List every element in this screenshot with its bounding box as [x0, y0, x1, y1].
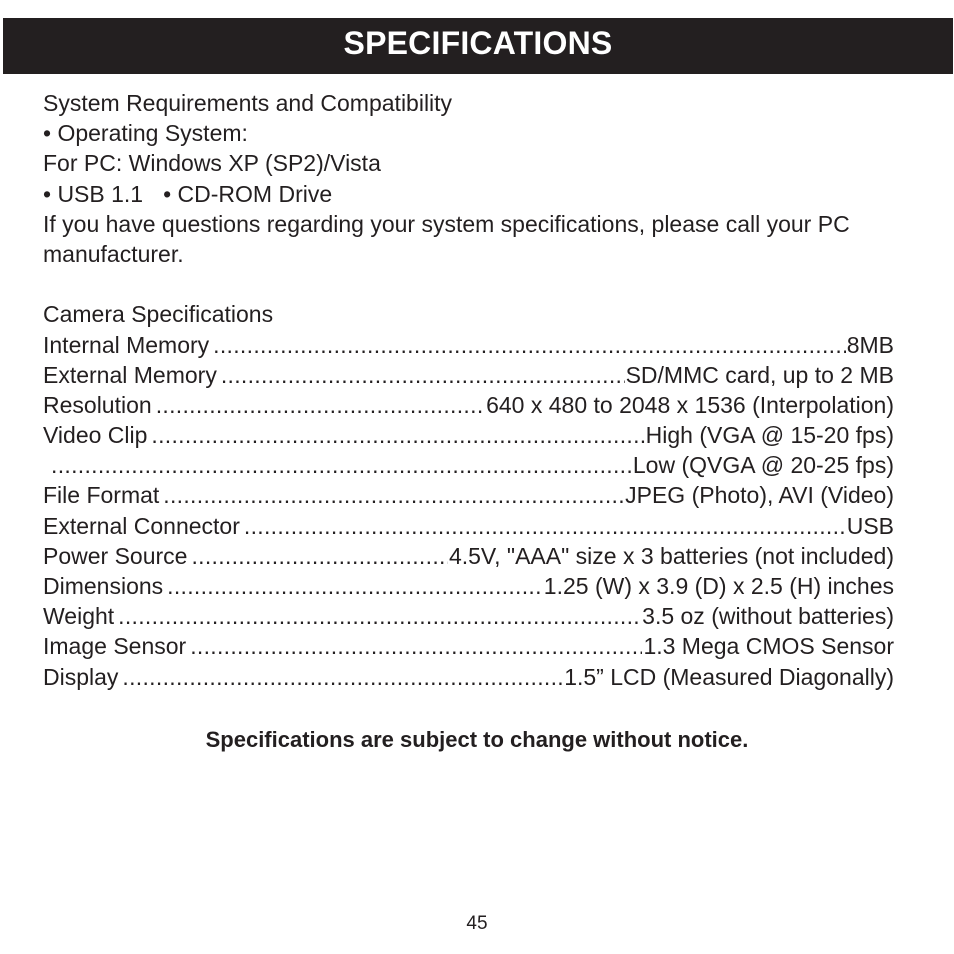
spec-value: High (VGA @ 15-20 fps) [645, 422, 894, 449]
spec-row-video-clip [43, 420, 894, 450]
spec-row-dimensions [43, 571, 894, 601]
spec-row-video-clip-low [43, 450, 894, 480]
spec-row-weight [43, 601, 894, 631]
spec-label: Weight [43, 603, 115, 630]
pc-os-line: For PC: Windows XP (SP2)/Vista [43, 150, 381, 177]
spec-row-file-format [43, 480, 894, 510]
operating-system-label: • Operating System: [43, 120, 248, 147]
spec-value: JPEG (Photo), AVI (Video) [625, 482, 894, 509]
usb-requirement: • USB 1.1 [43, 180, 144, 207]
spec-value: 4.5V, "AAA" size x 3 batteries (not included) [448, 542, 894, 569]
spec-value: 1.5” LCD (Measured Diagonally) [564, 663, 894, 690]
dot-leader [118, 601, 641, 631]
spec-value: Low (QVGA @ 20-25 fps) [632, 452, 894, 479]
spec-value: 1.3 Mega CMOS Sensor [643, 633, 894, 660]
spec-label: Image Sensor [43, 633, 187, 660]
spec-value: 3.5 oz (without batteries) [642, 603, 894, 630]
change-notice: Specifications are subject to change without notice. [205, 727, 749, 752]
dot-leader [122, 662, 563, 692]
spec-value: SD/MMC card, up to 2 MB [625, 361, 894, 388]
dot-leader [51, 450, 632, 480]
spec-label: Display [43, 663, 119, 690]
content-area [43, 88, 894, 692]
spec-row-internal-memory [43, 330, 894, 360]
spec-value: 1.25 (W) x 3.9 (D) x 2.5 (H) inches [543, 573, 894, 600]
dot-leader [244, 511, 846, 541]
spec-label: External Connector [43, 512, 240, 539]
dot-leader [213, 330, 846, 360]
spec-label: Power Source [43, 542, 188, 569]
spacer [43, 269, 894, 299]
spec-row-display [43, 662, 894, 692]
spec-row-external-memory [43, 360, 894, 390]
dot-leader [163, 480, 624, 510]
spec-value: USB [846, 512, 894, 539]
spec-label: Resolution [43, 391, 152, 418]
system-note: If you have questions regarding your system specifications, please call your PC manufacturer. [43, 210, 850, 267]
spec-label: File Format [43, 482, 160, 509]
spec-row-image-sensor [43, 631, 894, 661]
header-bar [3, 18, 953, 74]
camera-specifications-heading: Camera Specifications [43, 301, 274, 328]
dot-leader [221, 360, 625, 390]
dot-leader [167, 571, 543, 601]
spec-label: Video Clip [43, 422, 148, 449]
spec-row-external-connector [43, 511, 894, 541]
spec-row-resolution [43, 390, 894, 420]
spec-row-power-source [43, 541, 894, 571]
spec-label: Internal Memory [43, 331, 210, 358]
dot-leader [191, 541, 447, 571]
dot-leader [190, 631, 642, 661]
spec-value: 640 x 480 to 2048 x 1536 (Interpolation) [486, 391, 894, 418]
dot-leader [156, 390, 485, 420]
system-requirements-heading: System Requirements and Compatibility [43, 90, 453, 116]
spec-label: Dimensions [43, 573, 164, 600]
spec-value: 8MB [846, 331, 894, 358]
usb-cdrom-line [43, 179, 894, 209]
page-number: 45 [466, 913, 488, 934]
dot-leader [151, 420, 644, 450]
spec-label: External Memory [43, 361, 217, 388]
cdrom-requirement: • CD-ROM Drive [163, 180, 333, 207]
page-title: SPECIFICATIONS [343, 25, 613, 61]
